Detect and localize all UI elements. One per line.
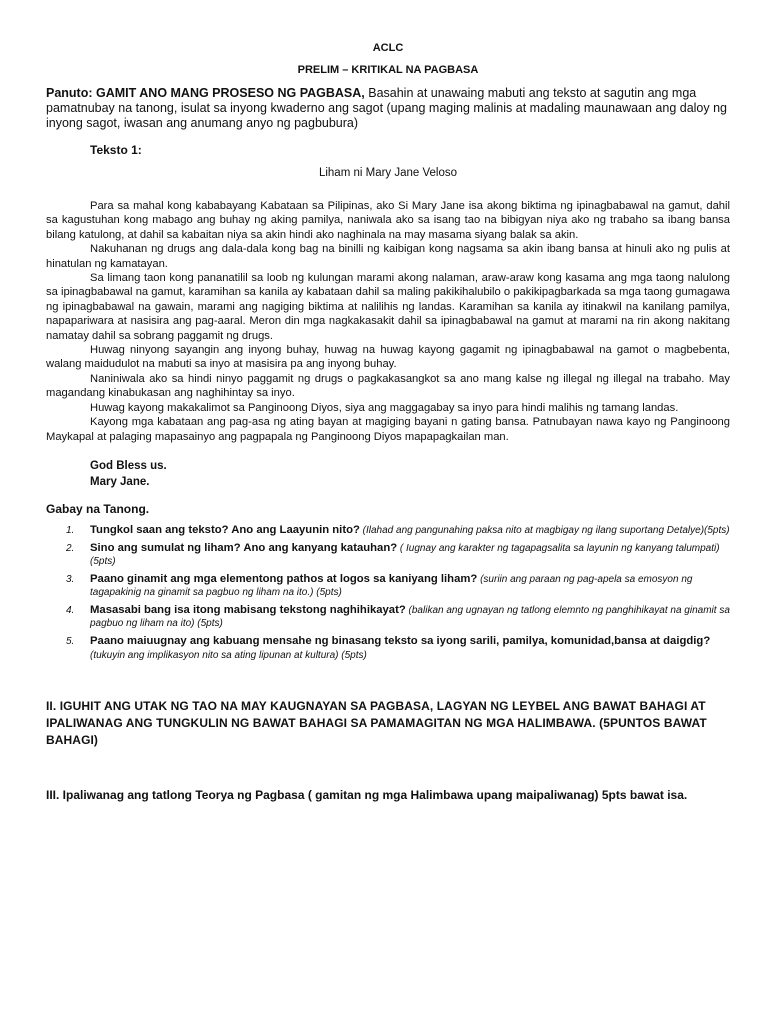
question-item — [46, 542, 730, 569]
letter-body — [46, 199, 730, 444]
instructions-label: Panuto: GAMIT ANO MANG PROSESO NG PAGBASA, — [46, 86, 365, 100]
question-text: Paano maiuugnay ang kabuang mensahe ng binasang teksto sa iyong sarili, pamilya, komunidad,bansa at daigdig? — [90, 635, 711, 648]
question-text: Sino ang sumulat ng liham? Ano ang kanyang katauhan? — [90, 541, 398, 554]
guide-heading: Gabay na Tanong. — [46, 501, 150, 516]
question-item — [46, 635, 730, 662]
question-number: 2. — [66, 542, 75, 554]
question-number: 4. — [66, 604, 75, 616]
section-2-instruction: II. IGUHIT ANG UTAK NG TAO NA MAY KAUGNAYAN SA PAGBASA, LAGYAN NG LEYBEL ANG BAWAT BAHAGI AT IPALIWANAG ANG TUNGKULIN NG BAWAT BAHAGI SA PAMAMAGITAN NG MGA HALIMBAWA. (5PUNTOS BAWAT BAHAGI) — [46, 699, 707, 748]
question-number: 1. — [66, 524, 75, 536]
letter-paragraph: Nakuhanan ng drugs ang dala-dala kong bag na binilli ng kaibigan kong nagsama sa akin ibang bansa at hinuli ako ng pulis at hinatulan ng kamatayan. — [46, 243, 730, 270]
question-hint: (tukuyin ang implikasyon nito sa ating lipunan at kultura) (5pts) — [90, 649, 367, 661]
exam-title: PRELIM – KRITIKAL NA PAGBASA — [297, 64, 479, 76]
instructions-text: Basahin at unawaing mabuti ang teksto at sagutin ang mga pamatnubay na tanong, isulat sa inyong kwaderno ang sagot (upang maging malinis at madaling maunawaan ang daloy ng inyong sagot, iwasan ang anumang anyo ng pagbubura) — [46, 86, 728, 130]
guide-questions — [46, 524, 730, 662]
question-item — [46, 573, 730, 600]
question-hint: (balikan ang ugnayan ng tatlong elemnto ng panghihikayat na ginamit sa pagbuo ng liham na ito) (5pts) — [90, 604, 730, 630]
question-item — [46, 604, 730, 631]
instructions — [46, 86, 730, 131]
question-text: Paano ginamit ang mga elementong pathos at logos sa kaniyang liham? — [90, 572, 478, 585]
closing-line: God Bless us. — [90, 459, 167, 472]
question-hint: (Ilahad ang pangunahing paksa nito at magbigay ng ilang suportang Detalye)(5pts) — [359, 524, 730, 536]
signature: Mary Jane. — [90, 475, 150, 488]
question-text: Masasabi bang isa itong mabisang tekstong naghihikayat? — [90, 603, 406, 616]
school-name: ACLC — [372, 42, 404, 54]
letter-paragraph: Huwag kayong makakalimot sa Panginoong Diyos, siya ang maggagabay sa inyo para hindi malihis ng tamang landas. — [90, 401, 679, 414]
letter-paragraph: Kayong mga kabataan ang pag-asa ng ating bayan at magiging bayani n gating bansa. Patnubayan nawa kayo ng Panginoong Maykapal at palaging mapasainyo ang pagpapala ng Panginoong Diyos mapapagkailan man. — [46, 416, 730, 443]
letter-paragraph: Naniniwala ako sa hindi ninyo paggamit ng drugs o pagkakasangkot sa ano mang kalse ng illegal ng illegal na trabaho. May magandang kinabukasan ang naghihintay sa inyo. — [46, 372, 730, 400]
section-3-instruction: III. Ipaliwanag ang tatlong Teorya ng Pagbasa ( gamitan ng mga Halimbawa upang maipaliwanag) 5pts bawat isa. — [46, 788, 688, 803]
question-text: Tungkol saan ang teksto? Ano ang Laayunin nito? — [90, 523, 360, 536]
question-hint: ( Iugnay ang karakter ng tagapagsalita sa layunin ng kanyang talumpati) (5pts) — [90, 542, 720, 568]
letter-paragraph: Huwag ninyong sayangin ang inyong buhay, huwag na huwag kayong gagamit ng ipinagbabawal na gamot o magbebenta, walang maidudulot na mabuti sa inyo at masisira pa ang inyong buhay. — [46, 344, 730, 371]
letter-title: Liham ni Mary Jane Veloso — [318, 167, 458, 179]
letter-paragraph: Para sa mahal kong kababayang Kabataan sa Pilipinas, ako Si Mary Jane isa akong biktima ng ipinagbabawal na gamut, dahil sa kagustuhan kong mabago ang buhay ng aking pamilya, naniwala ako sa isang tao na bibigyan niya ako ng trabaho sa ibang bansa bilang katulong, at dahil sa kabaitan niya sa akin hindi ako naghinala na may masama siyang balak sa akin. — [46, 200, 730, 241]
question-number: 3. — [66, 573, 75, 585]
question-number: 5. — [66, 636, 75, 648]
letter-paragraph: Sa limang taon kong pananatilil sa loob ng kulungan marami akong nalaman, araw-araw kong kasama ang mga taong nalulong sa ipinagbabawal na gamut, karamihan sa kanila ay kabataan dahil sa maling pakikihalubilo o pakikipagbarkada sa mga taong gumagawa ng ipinagbabawal na gawain, marami ang nagiging biktima at nalilihis ng landas. Karamihan sa kanila ay itinakwil na kanilang pamilya, napapariwara at nasisira ang pag-aaral. Meron din mga nagkakasakit dahil sa ipinagbabawal na gamut at marami na rin akong nakitang namatay dahil sa sobrang paggamit ng drugs. — [46, 272, 730, 342]
question-hint: (suriin ang paraan ng pag-apela sa emosyon ng tagapakinig na ginamit sa pagbuo ng liham na ito.) (5pts) — [90, 573, 693, 599]
question-item — [46, 524, 730, 538]
letter-closing — [90, 458, 730, 490]
text1-heading: Teksto 1: — [90, 143, 142, 157]
